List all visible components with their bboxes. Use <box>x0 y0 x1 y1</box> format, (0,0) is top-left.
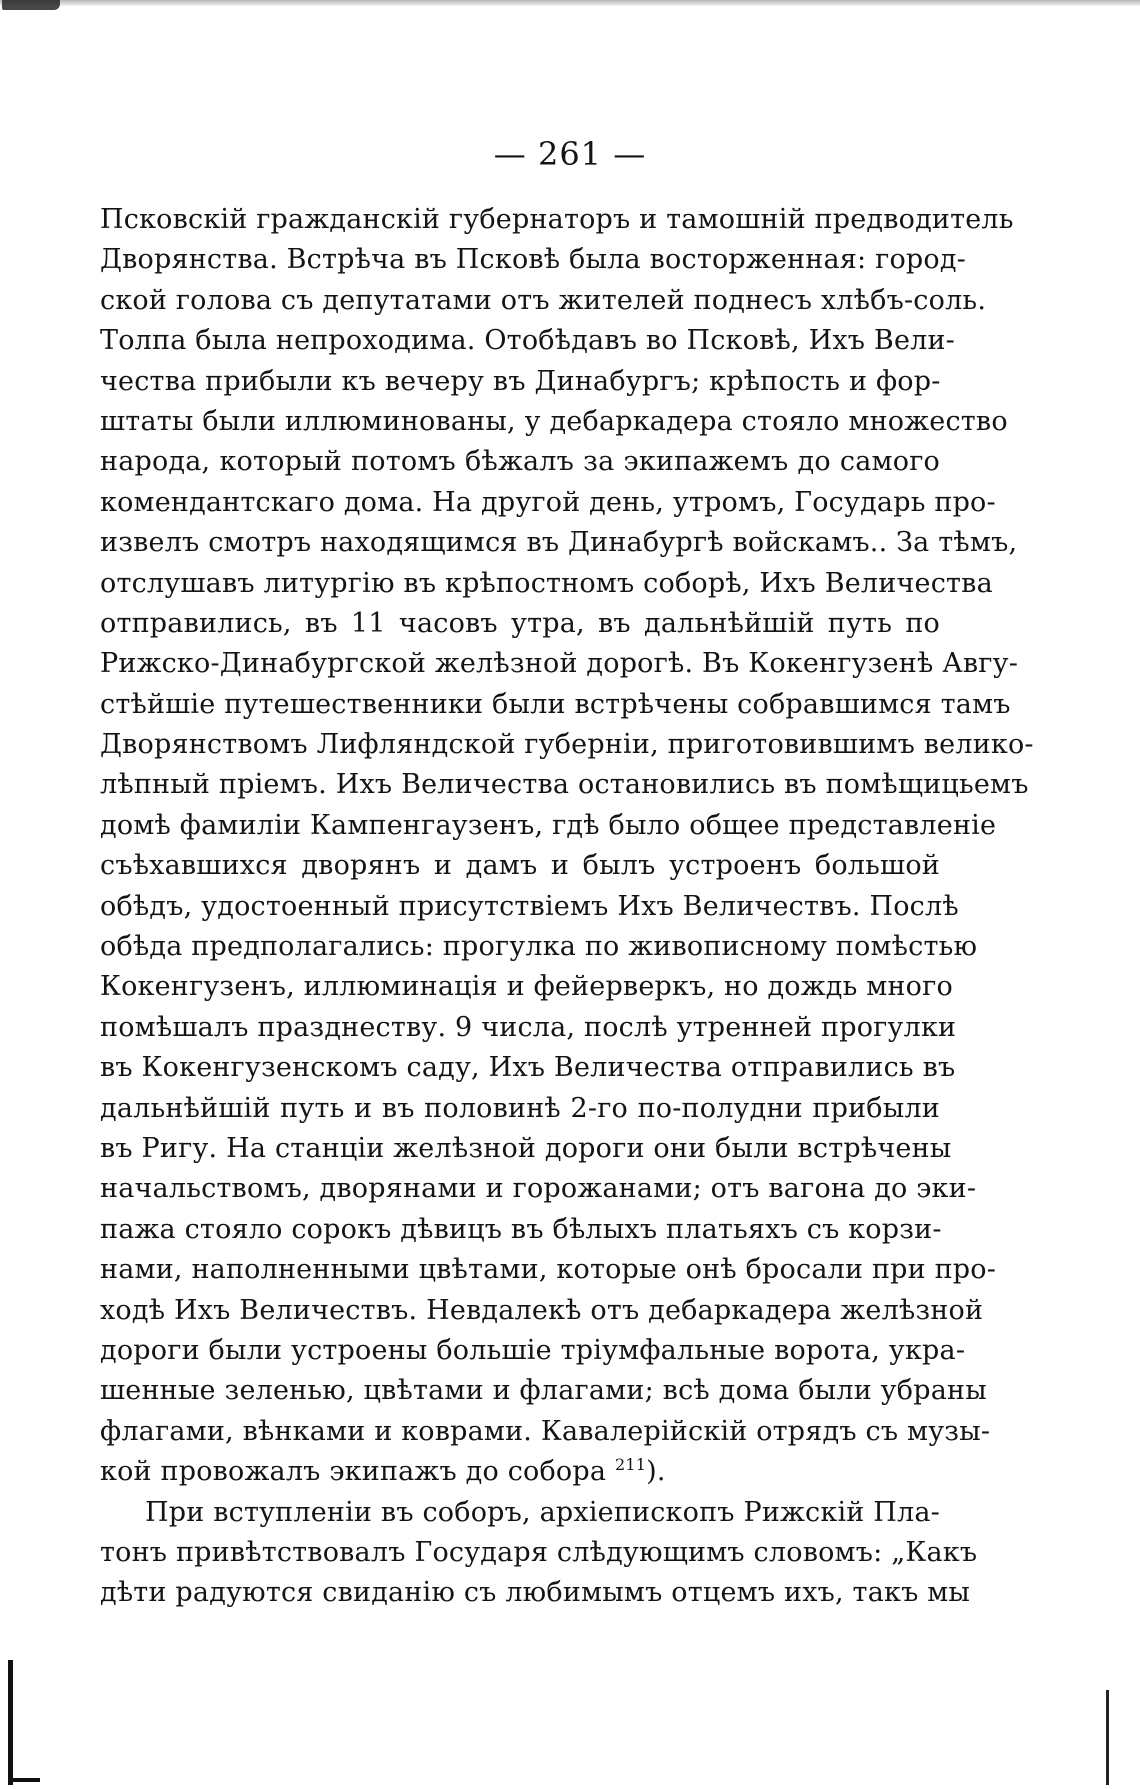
text-line: Рижско-Динабургской желѣзной дорогѣ. Въ Кокенгузенѣ Авгу- <box>100 648 1019 680</box>
text-line: чества прибыли къ вечеру въ Динабургъ; крѣпость и фор- <box>100 365 941 397</box>
body-text <box>100 200 1034 1620</box>
text-line: ходѣ Ихъ Величествъ. Невдалекѣ отъ дебаркадера желѣзной <box>100 1294 984 1326</box>
text-line: домѣ фамиліи Кампенгаузенъ, гдѣ было общее представленіе <box>100 809 997 841</box>
text-line: отправились, въ 11 часовъ утра, въ дальнѣйшій путь по <box>100 607 940 639</box>
text-line: въ Кокенгузенскомъ саду, Ихъ Величества отправились въ <box>100 1052 956 1084</box>
text-line: въ Ригу. На станціи желѣзной дороги они были встрѣчены <box>100 1132 952 1164</box>
text-line: начальствомъ, дворянами и горожанами; отъ вагона до эки- <box>100 1173 977 1205</box>
page-number: — 261 — <box>493 135 647 173</box>
text-line: штаты были иллюминованы, у дебаркадера стояло множество <box>100 405 1008 437</box>
scan-corner-mark <box>2 0 60 10</box>
text-line: шенные зеленью, цвѣтами и флагами; всѣ дома были убраны <box>100 1375 987 1407</box>
final-line-tail: ). <box>646 1456 666 1488</box>
text-line: тонъ привѣтствовалъ Государя слѣдующимъ словомъ: „Какъ <box>100 1536 978 1568</box>
text-line: Дворянствомъ Лифляндской губерніи, приготовившимъ велико- <box>100 729 1034 761</box>
text-line: нами, наполненными цвѣтами, которые онѣ бросали при про- <box>100 1254 997 1286</box>
paragraph-final-line <box>100 1452 940 1492</box>
text-line: ской голова съ депутатами отъ жителей поднесъ хлѣбъ-соль. <box>100 284 987 316</box>
final-line-text: кой провожалъ экипажъ до собора <box>100 1456 615 1488</box>
text-line: Псковскій гражданскій губернаторъ и тамошній предводитель <box>100 204 1014 235</box>
scan-left-foot <box>8 1778 40 1782</box>
text-line: съѣхавшихся дворянъ и дамъ и былъ устроенъ большой <box>100 850 940 882</box>
text-line: извелъ смотръ находящимся въ Динабургѣ войскамъ.. За тѣмъ, <box>100 527 1018 559</box>
text-line: помѣшалъ празднеству. 9 числа, послѣ утренней прогулки <box>100 1011 957 1043</box>
footnote-reference[interactable]: 211 <box>614 1455 647 1475</box>
text-line: Кокенгузенъ, иллюминація и фейерверкъ, но дождь много <box>100 971 953 1003</box>
text-line: комендантскаго дома. На другой день, утромъ, Государь про- <box>100 486 996 518</box>
text-line: дѣти радуются свиданію съ любимымъ отцемъ ихъ, такъ мы <box>100 1577 971 1609</box>
text-line: Дворянства. Встрѣча въ Псковѣ была восторженная: город- <box>100 244 966 276</box>
scan-top-edge <box>0 0 1140 6</box>
text-line: стѣйшіе путешественники были встрѣчены собравшимся тамъ <box>100 688 1011 720</box>
text-line: флагами, вѣнками и коврами. Кавалерійскій отрядъ съ музы- <box>100 1415 991 1447</box>
text-line: отслушавъ литургію въ крѣпостномъ соборѣ, Ихъ Величества <box>100 567 993 599</box>
text-line: пажа стояло сорокъ дѣвицъ въ бѣлыхъ платьяхъ съ корзи- <box>100 1213 942 1245</box>
text-line: обѣда предполагались: прогулка по живописному помѣстью <box>100 931 978 963</box>
text-line: Толпа была непроходима. Отобѣдавъ во Псковѣ, Ихъ Вели- <box>100 325 955 357</box>
scan-left-edge <box>8 1660 13 1785</box>
text-line: лѣпный пріемъ. Ихъ Величества остановились въ помѣщицьемъ <box>100 769 1029 801</box>
scan-right-edge <box>1106 1690 1109 1785</box>
text-line: дороги были устроены большіе тріумфальные ворота, укра- <box>100 1334 966 1366</box>
text-line: дальнѣйшій путь и въ половинѣ 2-го по-полудни прибыли <box>100 1092 940 1124</box>
text-line: При вступленіи въ соборъ, архіепископъ Рижскій Пла- <box>145 1496 940 1528</box>
text-line: обѣдъ, удостоенный присутствіемъ Ихъ Величествъ. Послѣ <box>100 890 959 922</box>
text-line: народа, который потомъ бѣжалъ за экипажемъ до самого <box>100 446 940 478</box>
